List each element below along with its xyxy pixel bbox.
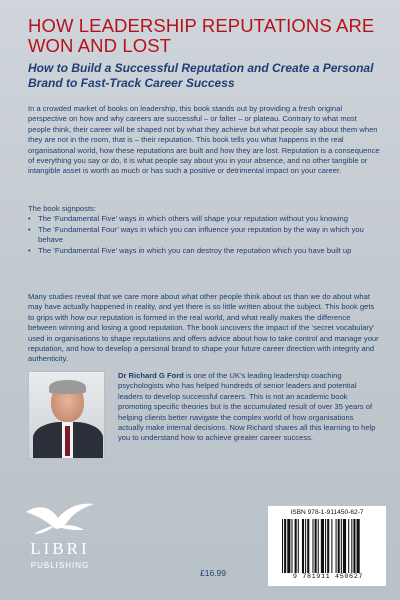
isbn-barcode-box xyxy=(268,506,386,586)
author-photo xyxy=(28,371,105,459)
signposts-section xyxy=(28,204,380,256)
barcode xyxy=(280,519,382,573)
book-title: HOW LEADERSHIP REPUTATIONS ARE WON AND LOST xyxy=(28,15,375,56)
signposts-list xyxy=(28,214,380,256)
signpost-item: • The ‘Fundamental Four’ ways in which you can influence your reputation by the way in which you behave xyxy=(28,225,380,246)
book-subtitle: How to Build a Successful Reputation and Create a Personal Brand to Fast-Track Career Success xyxy=(28,61,374,90)
bird-icon xyxy=(22,498,98,542)
author-name: Dr Richard G Ford xyxy=(118,371,184,380)
author-bio-text: is one of the UK’s leading leadership coaching psychologists who has helped hundreds of senior leaders and potential leaders to develop successful careers. This is not an academic book promoting specific theories but is the accumulated result of over 35 years of helping clients better navigate the complex world of how organisations actually make internal decisions. Now Richard shares all this learning to help you to understand how to achieve greater career success. xyxy=(118,371,376,443)
publisher-logo xyxy=(22,498,98,588)
author-bio xyxy=(118,371,380,444)
signpost-item: • The ‘Fundamental Five’ ways in which you can destroy the reputation which you have built up xyxy=(28,246,380,256)
barcode-digits: 9 781911 450627 xyxy=(292,573,364,581)
price: £16.99 xyxy=(200,568,226,578)
reputation-paragraph: Many studies reveal that we care more about what other people think about us than we do about what may have actually happened in reality, and yet there is so little written about the subject. This book gets to grips with how our reputation is formed in the real world, and what really makes the difference between winning and losing a good reputation. The book uncovers the impact of the ‘secret vocabulary’ used in organisations to shape reputations and offers advice about how to take control and manage your reputation, and how to develop a personal brand to shape your future career direction with integrity and authenticity. xyxy=(28,292,379,364)
publisher-sub: PUBLISHING xyxy=(30,561,90,570)
intro-paragraph: In a crowded market of books on leadership, this book stands out by providing a fresh original perspective on how and why careers are successful – or falter – or plateau. Contrary to what most people think, their career will be shaped not by what they achieve but what people say about them when they are not in the room, that is – their reputation. This book tells you what happens in the real organisational world, how these reputations are built and how they are lost. Reputation is a consequence of everything you say or do, it is what people say about you in your absence, and no other tangible or intangible asset is worth as much or has such a positive or detrimental impact on your career. xyxy=(28,104,380,176)
isbn-label: ISBN 978-1-911450-62-7 xyxy=(290,509,364,516)
signpost-item: • The ‘Fundamental Five’ ways in which others will shape your reputation without you knowing xyxy=(28,214,380,224)
signposts-lead: The book signposts: xyxy=(28,204,96,213)
publisher-name: LIBRI xyxy=(30,539,90,558)
